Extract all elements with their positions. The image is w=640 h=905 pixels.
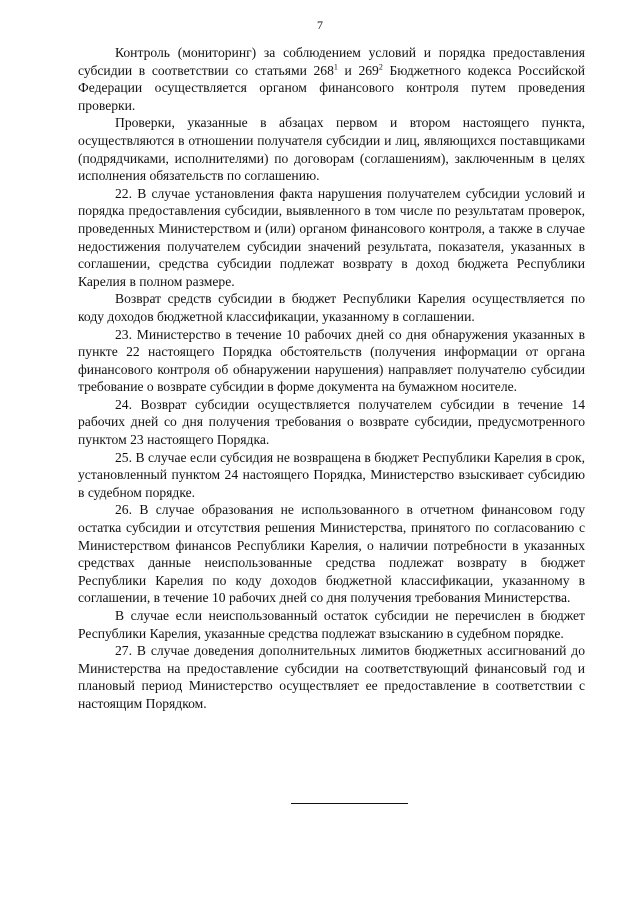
- paragraph-text: Контроль (мониторинг) за соблюдением условий и порядка предоставления субсидии в соответствии со статьями 268: [78, 45, 585, 78]
- closing-rule: [291, 803, 408, 804]
- paragraph-22: 22. В случае установления факта нарушения получателем субсидии условий и порядка предоставления субсидии, выявленного в том числе по результатам проверок, проведенных Министерством и (или) органом финансового контроля, а также в случае недостижения получателем субсидии значений результата, показателя, указанных в соглашении, средства субсидии подлежат возврату в доход бюджета Республики Карелия в полном размере.: [78, 185, 585, 289]
- paragraph-return-code: Возврат средств субсидии в бюджет Республики Карелия осуществляется по коду доходов бюджетной классификации, указанному в соглашении.: [78, 291, 585, 324]
- page-number: 7: [317, 18, 323, 32]
- document-body: [78, 44, 585, 713]
- superscript-article-268: 1: [333, 62, 338, 72]
- paragraph-23: 23. Министерство в течение 10 рабочих дней со дня обнаружения указанных в пункте 22 настоящего Порядка обстоятельств (получения информации от органа финансового контроля об обнаружении нарушения) направляет получателю субсидии требование о возврате субсидии в форме документа на бумажном носителе.: [78, 326, 585, 395]
- paragraph-inspections: Проверки, указанные в абзацах первом и втором настоящего пункта, осуществляются в отношении получателя субсидии и лиц, являющихся поставщиками (подрядчиками, исполнителями) по договорам (соглашениям), заключенным в целях исполнения обязательств по соглашению.: [78, 115, 585, 184]
- paragraph-24: 24. Возврат субсидии осуществляется получателем субсидии в течение 14 рабочих дней со дня получения требования о возврате субсидии, предусмотренного пунктом 23 настоящего Порядка.: [78, 396, 585, 448]
- superscript-article-269: 2: [378, 62, 383, 72]
- paragraph-unused-balance: В случае если неиспользованный остаток субсидии не перечислен в бюджет Республики Карелия, указанные средства подлежат взысканию в судебном порядке.: [78, 608, 585, 641]
- paragraph-26: 26. В случае образования не использованного в отчетном финансовом году остатка субсидии и отсутствия решения Министерства, принятого по согласованию с Министерством финансов Республики Карелия, о наличии потребности в указанных средствах данные неиспользованные средства подлежат возврату в бюджет Республики Карелия по коду доходов бюджетной классификации, указанному в соглашении, в течение 10 рабочих дней со дня получения требования Министерства.: [78, 502, 585, 606]
- paragraph-25: 25. В случае если субсидия не возвращена в бюджет Республики Карелия в срок, установленный пунктом 24 настоящего Порядка, Министерство взыскивает субсидию в судебном порядке.: [78, 449, 585, 500]
- paragraph-27: 27. В случае доведения дополнительных лимитов бюджетных ассигнований до Министерства на предоставление субсидии на соответствующий финансовый год и плановый период Министерство осуществляет ее предоставление в соответствии с настоящим Порядком.: [78, 643, 585, 711]
- paragraph-text: Бюджетного кодекса Российской Федерации осуществляется органом финансового контроля путем проведения проверки.: [78, 62, 586, 113]
- paragraph-control-monitoring: [78, 44, 585, 114]
- paragraph-text: и 269: [337, 62, 379, 78]
